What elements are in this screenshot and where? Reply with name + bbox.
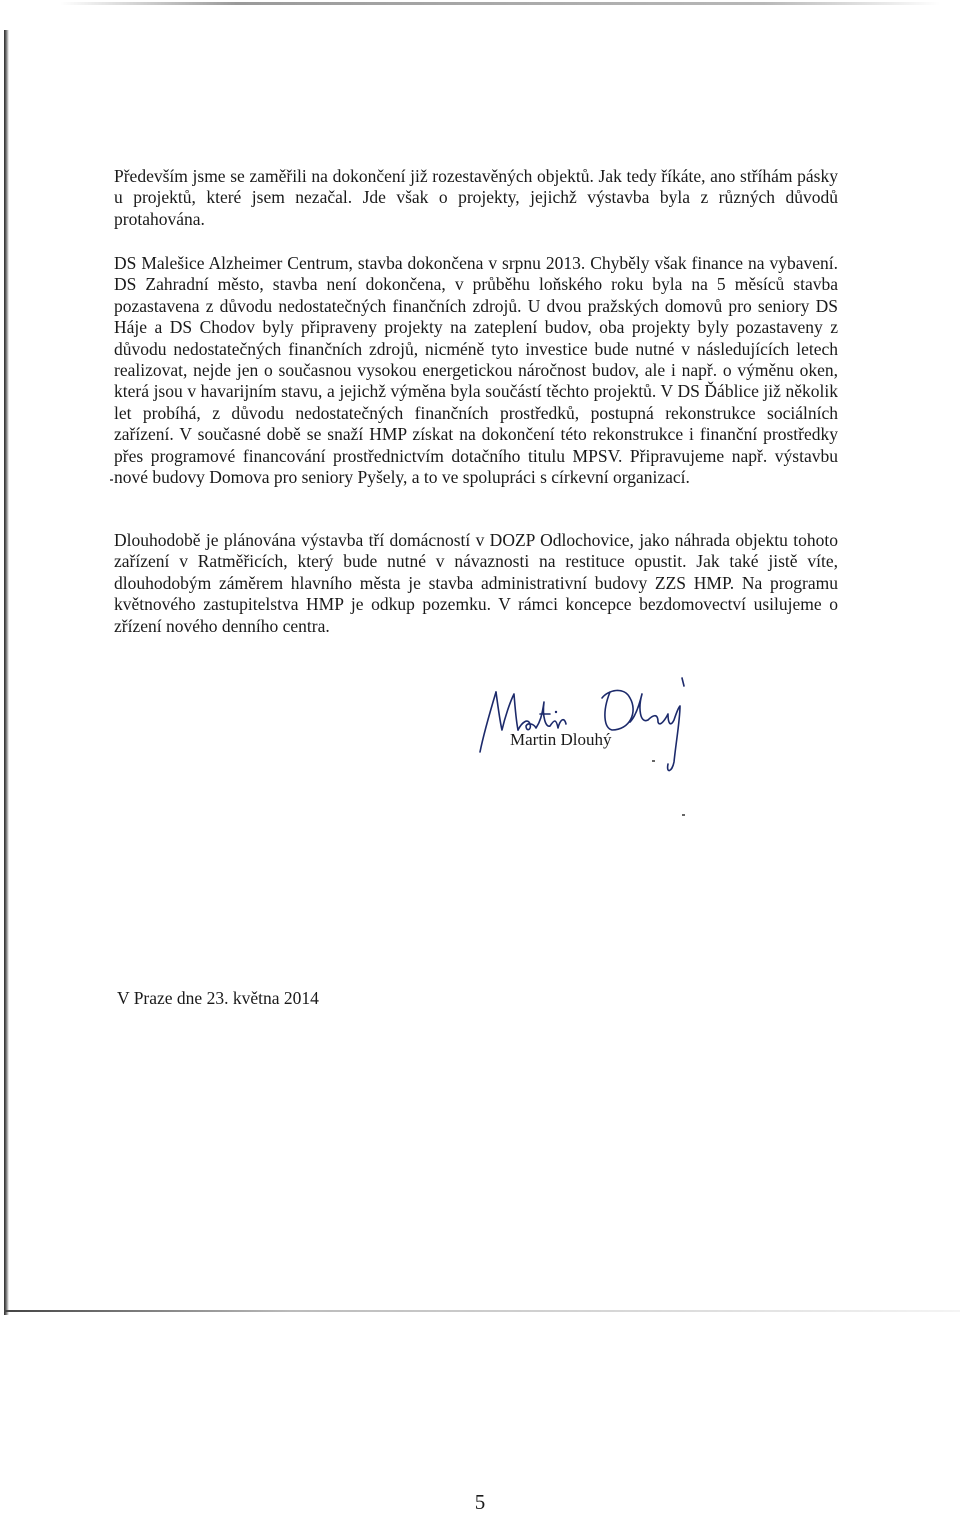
- signature-block: [470, 672, 710, 792]
- scan-speck: [682, 814, 685, 816]
- page-number: 5: [474, 1490, 486, 1514]
- scan-speck: [652, 760, 655, 762]
- paragraph-1: [114, 166, 838, 230]
- paragraph-1-text: Především jsme se zaměřili na dokončení již rozestavěných objektů. Jak tedy říkáte, ano stříhám pásky u projektů, které jsem nezačal. Jde však o projekty, jejichž výstavba byla z různých důvodů protahována.: [114, 166, 838, 229]
- signatory-name: Martin Dlouhý: [510, 730, 612, 749]
- scan-edge-top: [60, 2, 940, 5]
- scan-edge-bottom: [4, 1310, 960, 1312]
- date-line: V Praze dne 23. května 2014: [117, 988, 319, 1008]
- paragraph-3-text: Dlouhodobě je plánována výstavba tří domácností v DOZP Odlochovice, jako náhrada objektu tohoto zařízení v Ratměřicích, který bude nutné v návaznosti na restituce opustit. Jak také jistě víte, dlouhodobým záměrem hlavního města je stavba administrativní budovy ZZS HMP. Na programu květnového zastupitelstva HMP je odkup pozemku. V rámci koncepce bezdomovectví usilujeme o zřízení nového denního centra.: [114, 530, 838, 636]
- scan-edge-left: [4, 30, 9, 1315]
- paragraph-2-text: DS Malešice Alzheimer Centrum, stavba dokončena v srpnu 2013. Chyběly však finance na vybavení. DS Zahradní město, stavba není dokončena, v průběhu loňského roku byla na 5 měsíců stavba pozastavena z důvodu nedostatečných finančních zdrojů. U dvou pražských domovů pro seniory DS Háje a DS Chodov byly připraveny projekty na zateplení budov, oba projekty byly pozastaveny z důvodu nedostatečných finančních zdrojů, nicméně tyto investice bude nutné v následujících letech realizovat, nejde jen o současnou vysokou energetickou náročnost budov, ale i např. o výměnu oken, která jsou v havarijním stavu, a jejichž výměna byla součástí těchto projektů. V DS Ďáblice již několik let probíhá, z důvodu nedostatečných finančních prostředků, postupná rekonstrukce sociálních zařízení. V současné době se snaží HMP získat na dokončení této rekonstrukce i finanční prostředky přes programové financování prostřednictvím dotačního titulu MPSV. Připravujeme např. výstavbu nové budovy Domova pro seniory Pyšely, a to ve spolupráci s církevní organizací.: [114, 253, 838, 488]
- paragraph-3: [114, 530, 838, 637]
- paragraph-2: [114, 253, 838, 488]
- scan-speck: [110, 479, 113, 481]
